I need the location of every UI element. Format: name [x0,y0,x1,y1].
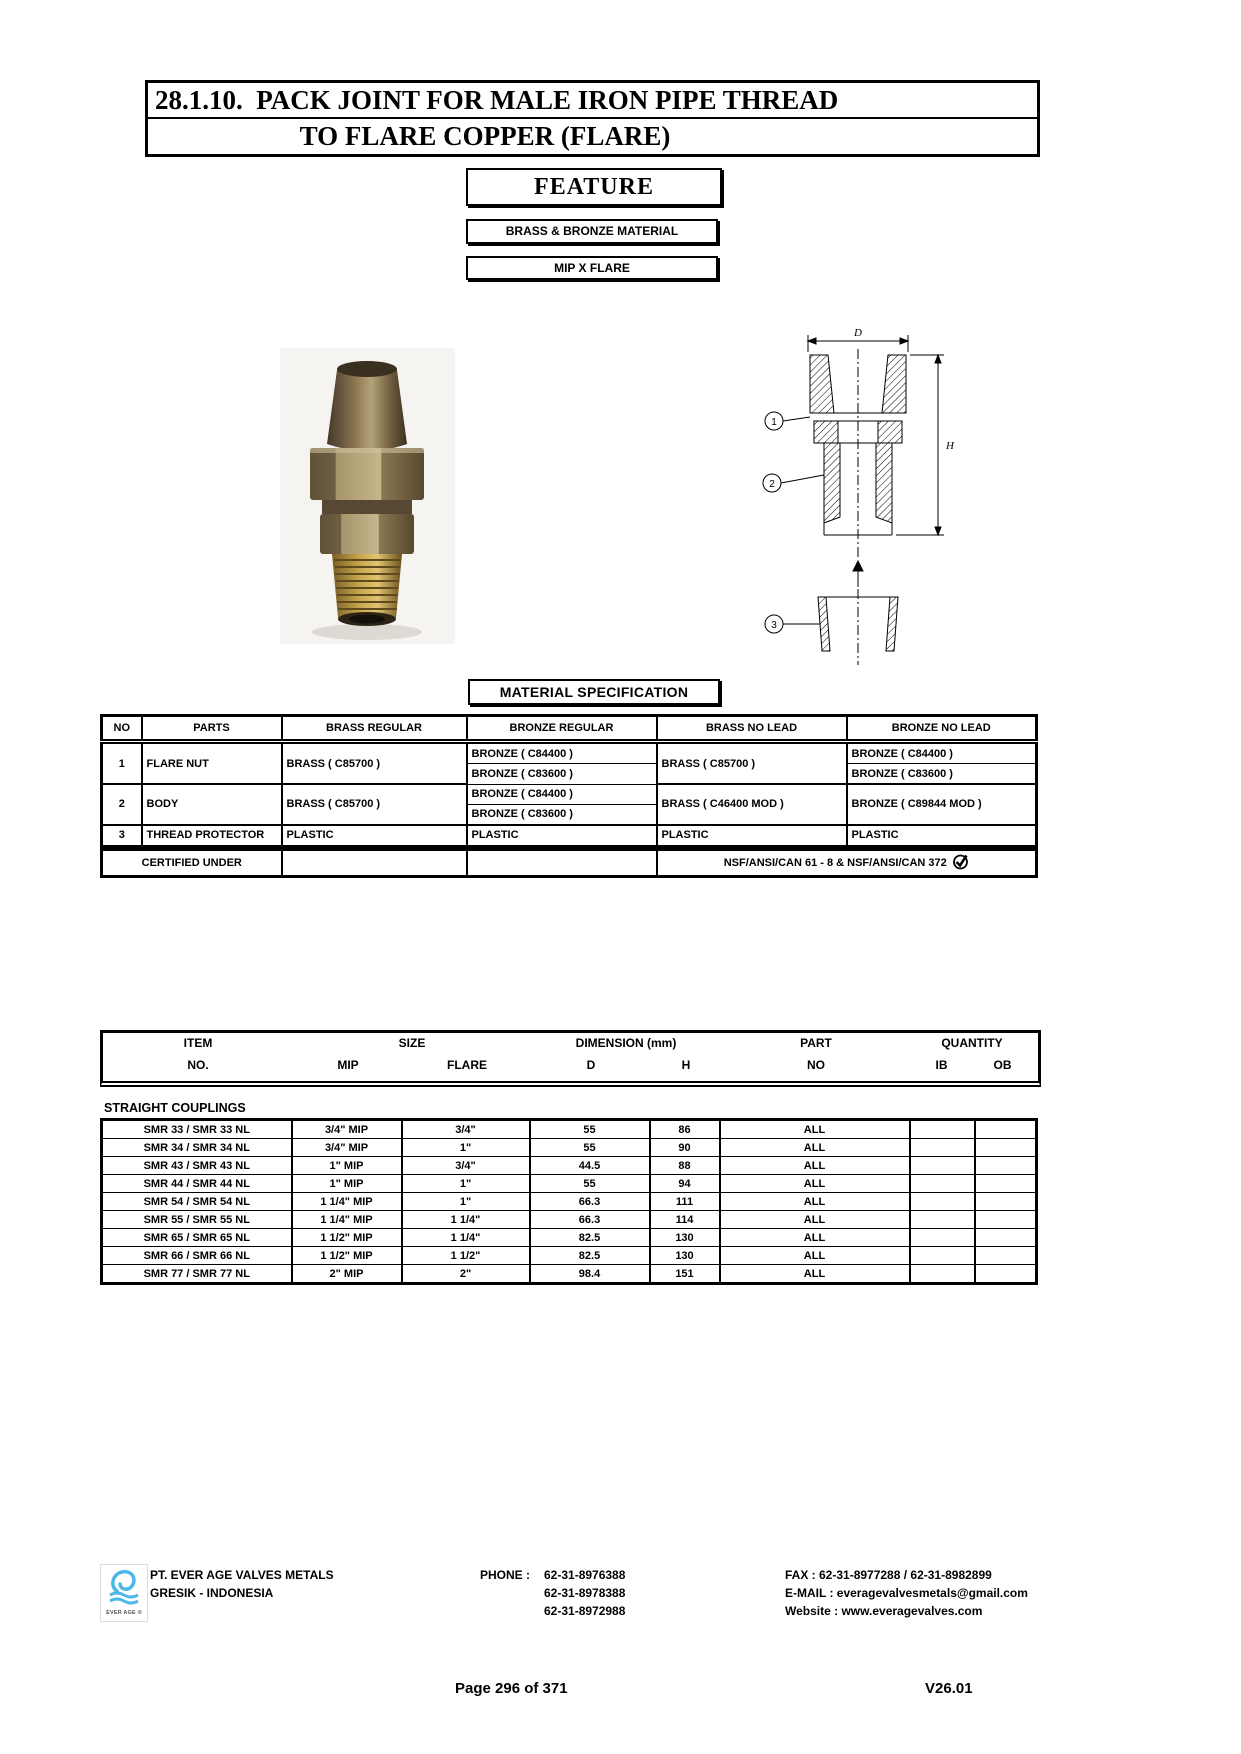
table-row [102,1193,1037,1211]
fax-line: FAX : 62-31-8977288 / 62-31-8982899 [785,1568,992,1582]
size-dimension-table [100,1118,1038,1285]
cell-bronze-no-lead: BRONZE ( C83600 ) [847,764,1037,785]
cell-brass-regular: PLASTIC [282,825,467,847]
cell-part-no: ALL [720,1193,910,1211]
cell-h: 111 [650,1193,720,1211]
cell-ob [975,1157,1037,1175]
cell-part-no: ALL [720,1120,910,1139]
table-row [102,1265,1037,1284]
phone-number: 62-31-8978388 [544,1586,626,1600]
cell-mip: 2" MIP [292,1265,402,1284]
cell-flare: 1 1/4" [402,1229,530,1247]
certification-table [100,848,1038,878]
cell-mip: 3/4" MIP [292,1120,402,1139]
page-title [145,80,1040,157]
cell-item: SMR 55 / SMR 55 NL [102,1211,292,1229]
phone-number: 62-31-8976388 [544,1568,626,1582]
cell-part-no: ALL [720,1265,910,1284]
cell-bronze-regular: BRONZE ( C84400 ) [467,784,657,804]
cell-d: 98.4 [530,1265,650,1284]
material-spec-table [100,714,1038,848]
col-header-size: SIZE [398,1036,426,1050]
table-row [102,825,1037,847]
balloon-2-label: 2 [769,479,775,490]
phone-number: 62-31-8972988 [544,1604,626,1618]
cell-ib [910,1211,975,1229]
cell-ob [975,1120,1037,1139]
col-header-part-no: NO [807,1058,825,1072]
col-header-item: ITEM [183,1036,213,1050]
contact-block [785,1566,1028,1620]
table-row [102,1157,1037,1175]
cell-ib [910,1157,975,1175]
cell-bronze-regular: PLASTIC [467,825,657,847]
company-name: PT. EVER AGE VALVES METALS [150,1568,334,1582]
col-header-brass-no-lead: BRASS NO LEAD [657,716,847,742]
cell-part-no: ALL [720,1157,910,1175]
page-title-line2: TO FLARE COPPER (FLARE) [148,117,1037,154]
cell-h: 151 [650,1265,720,1284]
cell-d: 66.3 [530,1193,650,1211]
cell-mip: 1 1/2" MIP [292,1229,402,1247]
feature-badge-material: BRASS & BRONZE MATERIAL [466,219,718,244]
email-line: E-MAIL : everagevalvesmetals@gmail.com [785,1586,1028,1600]
table-row [102,850,1037,877]
cell-ob [975,1247,1037,1265]
cell-ob [975,1229,1037,1247]
cell-h: 88 [650,1157,720,1175]
cell-ob [975,1265,1037,1284]
cell-item: SMR 66 / SMR 66 NL [102,1247,292,1265]
certification-check-icon [952,853,969,873]
cell-no: 1 [102,742,142,785]
cell-part: BODY [142,784,282,825]
cell-h: 86 [650,1120,720,1139]
cell-mip: 1" MIP [292,1175,402,1193]
cell-bronze-no-lead: BRONZE ( C89844 MOD ) [847,784,1037,825]
dimension-h-label: H [946,440,954,452]
cell-d: 44.5 [530,1157,650,1175]
table-row [102,1139,1037,1157]
cell-flare: 1" [402,1193,530,1211]
certified-value: NSF/ANSI/CAN 61 - 8 & NSF/ANSI/CAN 372 [723,857,947,869]
cell-h: 94 [650,1175,720,1193]
technical-drawing [758,325,968,670]
cell-flare: 2" [402,1265,530,1284]
cell-bronze-no-lead: BRONZE ( C84400 ) [847,742,1037,764]
certified-empty-cell [282,850,467,877]
phone-block [480,1566,625,1620]
certified-under-label: CERTIFIED UNDER [102,850,282,877]
cell-brass-no-lead: BRASS ( C85700 ) [657,742,847,785]
cell-item: SMR 77 / SMR 77 NL [102,1265,292,1284]
balloon-3-label: 3 [771,620,777,631]
cell-d: 55 [530,1175,650,1193]
version-number: V26.01 [925,1680,973,1697]
cell-item: SMR 44 / SMR 44 NL [102,1175,292,1193]
cell-mip: 1 1/4" MIP [292,1193,402,1211]
cell-brass-no-lead: PLASTIC [657,825,847,847]
cell-item: SMR 33 / SMR 33 NL [102,1120,292,1139]
cell-item: SMR 34 / SMR 34 NL [102,1139,292,1157]
table-row [102,1211,1037,1229]
certified-value-cell [657,850,1037,877]
table-row [102,1247,1037,1265]
cell-bronze-no-lead: PLASTIC [847,825,1037,847]
size-table-header [100,1030,1041,1087]
phone-label: PHONE : [480,1568,531,1582]
col-header-no: NO [102,716,142,742]
table-row [102,742,1037,764]
cell-item: SMR 65 / SMR 65 NL [102,1229,292,1247]
cell-part: THREAD PROTECTOR [142,825,282,847]
cell-d: 82.5 [530,1247,650,1265]
cell-mip: 3/4" MIP [292,1139,402,1157]
col-header-quantity: QUANTITY [941,1036,1003,1050]
cell-part: FLARE NUT [142,742,282,785]
cell-h: 130 [650,1229,720,1247]
col-header-mip: MIP [337,1058,359,1072]
col-header-flare: FLARE [447,1058,487,1072]
cell-ib [910,1265,975,1284]
cell-ib [910,1120,975,1139]
cell-item: SMR 43 / SMR 43 NL [102,1157,292,1175]
cell-flare: 1" [402,1139,530,1157]
cell-no: 3 [102,825,142,847]
page-title-line1: 28.1.10. PACK JOINT FOR MALE IRON PIPE THREAD [155,85,839,115]
cell-part-no: ALL [720,1175,910,1193]
cell-d: 82.5 [530,1229,650,1247]
cell-d: 55 [530,1139,650,1157]
company-logo [100,1564,148,1622]
cell-bronze-regular: BRONZE ( C83600 ) [467,804,657,825]
col-header-bronze-regular: BRONZE REGULAR [467,716,657,742]
cell-part-no: ALL [720,1247,910,1265]
cell-part-no: ALL [720,1139,910,1157]
cell-ib [910,1139,975,1157]
cell-brass-regular: BRASS ( C85700 ) [282,742,467,785]
everage-logo-icon [104,1565,144,1605]
cell-d: 66.3 [530,1211,650,1229]
col-header-item-no: NO. [187,1058,209,1072]
cell-ib [910,1193,975,1211]
cell-mip: 1 1/2" MIP [292,1247,402,1265]
company-location: GRESIK - INDONESIA [150,1586,274,1600]
col-header-d: D [586,1058,596,1072]
feature-badge-connection: MIP X FLARE [466,256,718,280]
cell-h: 90 [650,1139,720,1157]
cell-flare: 3/4" [402,1157,530,1175]
cell-flare: 1" [402,1175,530,1193]
table-row [102,1229,1037,1247]
logo-caption: EVER AGE ® [106,1610,142,1616]
cell-part-no: ALL [720,1229,910,1247]
dimension-d-label: D [854,327,862,339]
material-spec-heading: MATERIAL SPECIFICATION [468,679,720,705]
cell-ib [910,1175,975,1193]
col-header-ob: OB [993,1058,1012,1072]
page-number: Page 296 of 371 [455,1680,568,1697]
cell-ob [975,1175,1037,1193]
cell-item: SMR 54 / SMR 54 NL [102,1193,292,1211]
cell-d: 55 [530,1120,650,1139]
cell-ib [910,1229,975,1247]
balloon-1-label: 1 [771,417,777,428]
feature-heading: FEATURE [466,168,722,206]
website-line: Website : www.everagevalves.com [785,1604,983,1618]
col-header-ib: IB [935,1058,948,1072]
cell-flare: 3/4" [402,1120,530,1139]
cell-ob [975,1139,1037,1157]
col-header-dimension: DIMENSION (mm) [575,1036,677,1050]
certified-empty-cell [467,850,657,877]
cell-part-no: ALL [720,1211,910,1229]
cell-h: 130 [650,1247,720,1265]
cell-ib [910,1247,975,1265]
material-spec-header-row [102,716,1037,742]
col-header-h: H [681,1058,691,1072]
product-photo [280,348,455,644]
cell-brass-regular: BRASS ( C85700 ) [282,784,467,825]
cell-bronze-regular: BRONZE ( C83600 ) [467,764,657,785]
col-header-brass-regular: BRASS REGULAR [282,716,467,742]
cell-brass-no-lead: BRASS ( C46400 MOD ) [657,784,847,825]
cell-flare: 1 1/2" [402,1247,530,1265]
cell-h: 114 [650,1211,720,1229]
cell-ob [975,1211,1037,1229]
table-row [102,1175,1037,1193]
col-header-part: PART [800,1036,832,1050]
col-header-bronze-no-lead: BRONZE NO LEAD [847,716,1037,742]
col-header-parts: PARTS [142,716,282,742]
cell-no: 2 [102,784,142,825]
cell-bronze-regular: BRONZE ( C84400 ) [467,742,657,764]
cell-flare: 1 1/4" [402,1211,530,1229]
company-info [150,1566,334,1602]
table-row [102,784,1037,804]
group-label-straight-couplings: STRAIGHT COUPLINGS [104,1101,246,1115]
cell-mip: 1 1/4" MIP [292,1211,402,1229]
table-row [102,1120,1037,1139]
cell-ob [975,1193,1037,1211]
cell-mip: 1" MIP [292,1157,402,1175]
